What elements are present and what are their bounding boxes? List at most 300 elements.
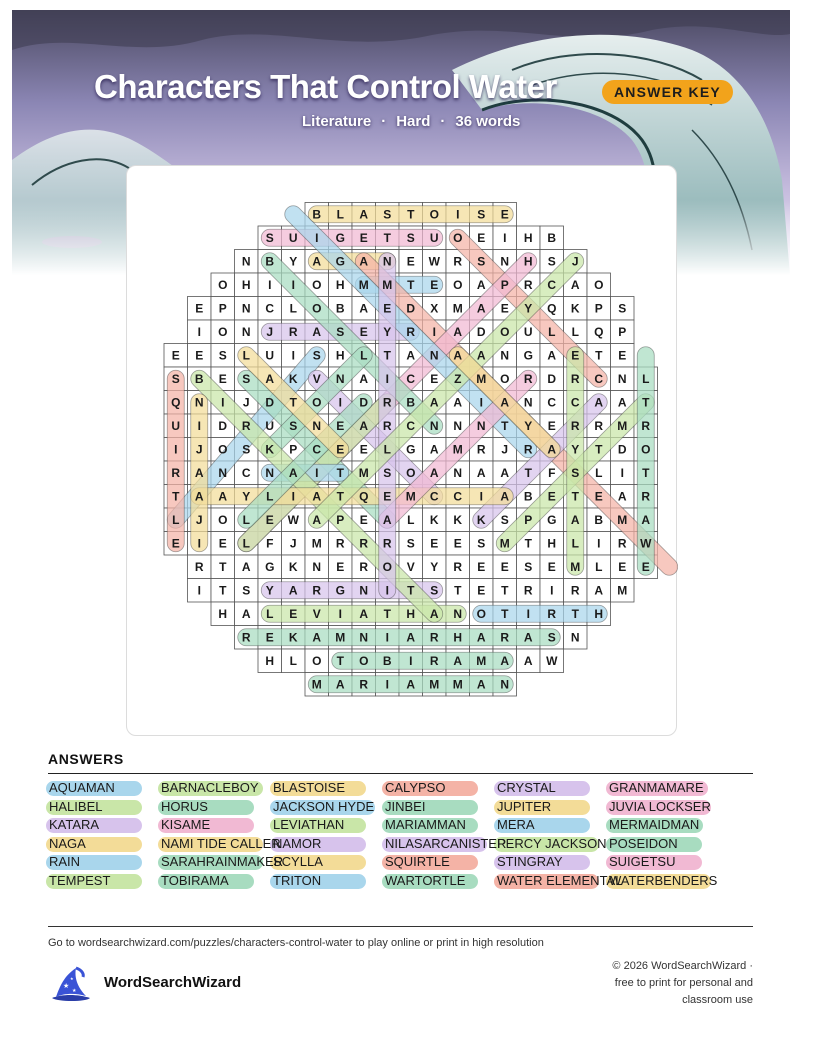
grid-letter: L [242, 536, 250, 551]
grid-letter: T [407, 277, 415, 292]
grid-letter: G [335, 583, 345, 598]
answer-label: KISAME [161, 817, 211, 832]
grid-letter: O [312, 277, 322, 292]
grid-letter: W [546, 653, 558, 668]
answer-label: GRANMAMARE [609, 780, 704, 795]
grid-letter: C [265, 301, 275, 316]
answer-word [272, 836, 321, 852]
grid-letter: C [453, 489, 463, 504]
category-label: Literature [302, 113, 372, 130]
answer-word [160, 817, 210, 833]
grid-letter: J [195, 442, 203, 457]
grid-letter: E [641, 559, 650, 574]
grid-letter: B [194, 371, 204, 386]
answer-word [272, 799, 374, 815]
grid-letter: A [429, 465, 439, 480]
grid-letter: O [641, 442, 651, 457]
grid-letter: M [617, 512, 628, 527]
grid-letter: I [197, 536, 201, 551]
grid-letter: Y [383, 324, 392, 339]
grid-letter: T [383, 348, 391, 363]
answer-label: MERMAIDMAN [609, 817, 700, 832]
grid-letter: H [523, 254, 533, 269]
answer-label: TOBIRAMA [161, 872, 229, 888]
grid-letter: I [197, 583, 201, 598]
grid-letter: N [194, 395, 204, 410]
grid-letter: N [218, 465, 228, 480]
grid-letter: U [171, 418, 181, 433]
grid-letter: V [312, 371, 321, 386]
grid-letter: R [523, 371, 533, 386]
grid-letter: S [618, 301, 627, 316]
grid-letter: N [500, 348, 510, 363]
grid-letter: A [312, 254, 322, 269]
grid-letter: A [429, 442, 439, 457]
grid-letter: Y [242, 489, 251, 504]
grid-letter: M [617, 583, 628, 598]
grid-letter: M [499, 536, 510, 551]
grid-letter: U [288, 230, 298, 245]
answer-word [48, 873, 110, 889]
grid-letter: N [241, 324, 251, 339]
word-highlight [238, 629, 561, 646]
answer-label: CRYSTAL [497, 780, 556, 795]
grid-letter: A [523, 630, 533, 645]
grid-letter: A [500, 653, 510, 668]
copyright-line: © 2026 WordSearchWizard · [612, 960, 753, 972]
grid-letter: R [335, 536, 345, 551]
footer-url-text: Go to wordsearchwizard.com/puzzles/characters-control-water to play online or print in high resolution [48, 937, 544, 949]
grid-letter: O [218, 277, 228, 292]
answer-word [160, 836, 281, 852]
answer-label: HORUS [161, 798, 208, 814]
grid-letter: I [174, 442, 178, 457]
grid-letter: R [406, 324, 416, 339]
grid-letter: I [338, 395, 342, 410]
grid-letter: N [429, 418, 439, 433]
answer-label: MERA [497, 817, 535, 832]
grid-letter: S [242, 371, 251, 386]
grid-letter: E [171, 536, 180, 551]
grid-letter: A [359, 606, 369, 621]
grid-letter: R [453, 559, 463, 574]
grid-letter: S [336, 324, 345, 339]
grid-letter: O [312, 395, 322, 410]
grid-letter: U [429, 230, 439, 245]
grid-letter: B [406, 395, 416, 410]
grid-letter: A [594, 395, 604, 410]
grid-letter: F [548, 465, 556, 480]
grid-letter: E [383, 301, 392, 316]
grid-letter: E [547, 489, 556, 504]
grid-letter: N [476, 418, 486, 433]
grid-letter: B [312, 207, 322, 222]
grid-letter: R [570, 371, 580, 386]
grid-letter: H [406, 606, 416, 621]
grid-letter: S [524, 559, 533, 574]
answer-label: NAMOR [273, 835, 322, 851]
grid-letter: E [195, 348, 204, 363]
grid-letter: R [429, 630, 439, 645]
grid-letter: A [265, 371, 275, 386]
grid-letter: S [500, 512, 509, 527]
grid-letter: I [479, 395, 483, 410]
answer-label: SUIGETSU [609, 854, 676, 869]
answer-label: WATERBENDERS [609, 872, 718, 888]
answer-label: NAGA [49, 835, 86, 851]
grid-letter: N [359, 583, 369, 598]
grid-letter: N [312, 559, 322, 574]
grid-letter: L [595, 559, 603, 574]
answer-label: BLASTOISE [273, 780, 346, 795]
grid-letter: B [265, 254, 275, 269]
grid-letter: L [571, 536, 579, 551]
grid-letter: E [359, 512, 368, 527]
grid-letter: B [523, 489, 533, 504]
answer-word [384, 873, 465, 889]
grid-letter: U [265, 348, 275, 363]
grid-letter: E [500, 559, 509, 574]
grid-letter: R [359, 677, 369, 692]
grid-letter: W [640, 536, 652, 551]
grid-letter: A [476, 301, 486, 316]
grid-letter: I [291, 277, 295, 292]
grid-letter: K [288, 630, 298, 645]
grid-letter: O [312, 301, 322, 316]
answers-heading: ANSWERS [48, 751, 124, 767]
answer-word [272, 873, 321, 889]
grid-letter: I [385, 583, 389, 598]
grid-letter: T [642, 395, 650, 410]
grid-letter: Q [594, 324, 604, 339]
grid-letter: S [383, 207, 392, 222]
answer-word [48, 854, 80, 870]
answer-label: KATARA [49, 817, 100, 832]
grid-letter: E [359, 230, 368, 245]
grid-letter: Y [524, 301, 533, 316]
grid-letter: E [477, 230, 486, 245]
grid-letter: E [383, 489, 392, 504]
grid-letter: T [501, 418, 509, 433]
grid-letter: L [289, 653, 297, 668]
answer-label: BARNACLEBOY [161, 780, 259, 795]
grid-letter: T [289, 395, 297, 410]
grid-letter: M [617, 418, 628, 433]
grid-letter: I [197, 324, 201, 339]
grid-letter: S [406, 536, 415, 551]
answer-label: NAMI TIDE CALLER [161, 835, 281, 851]
grid-letter: N [265, 465, 275, 480]
grid-letter: R [453, 254, 463, 269]
copyright-line: classroom use [682, 994, 753, 1006]
answer-label: RAIN [49, 854, 81, 869]
grid-letter: A [547, 442, 557, 457]
grid-letter: S [430, 583, 439, 598]
grid-letter: E [359, 324, 368, 339]
grid-letter: M [311, 677, 322, 692]
grid-letter: P [500, 277, 509, 292]
grid-letter: I [456, 207, 460, 222]
grid-letter: Q [547, 301, 557, 316]
grid-letter: I [338, 606, 342, 621]
grid-letter: L [266, 606, 274, 621]
grid-letter: M [311, 536, 322, 551]
grid-letter: O [500, 324, 510, 339]
grid-letter: O [218, 442, 228, 457]
grid-letter: X [430, 301, 439, 316]
grid-letter: A [547, 348, 557, 363]
grid-letter: A [241, 559, 251, 574]
answer-word [608, 817, 699, 833]
grid-letter: W [428, 254, 440, 269]
grid-letter: M [452, 677, 463, 692]
grid-letter: A [359, 371, 369, 386]
grid-letter: A [406, 677, 416, 692]
grid-letter: C [570, 395, 580, 410]
grid-letter: M [358, 465, 369, 480]
grid-letter: R [523, 442, 533, 457]
grid-letter: N [335, 371, 345, 386]
grid-letter: D [359, 395, 369, 410]
answer-word [160, 854, 283, 870]
grid-letter: C [429, 489, 439, 504]
svg-text:★: ★ [63, 982, 70, 990]
grid-letter: B [335, 301, 345, 316]
grid-letter: K [570, 301, 580, 316]
grid-letter: L [595, 465, 603, 480]
grid-letter: C [406, 418, 416, 433]
grid-letter: H [265, 653, 275, 668]
grid-letter: A [288, 465, 298, 480]
grid-letter: A [453, 348, 463, 363]
grid-letter: P [218, 301, 227, 316]
grid-letter: A [476, 677, 486, 692]
grid-letter: R [241, 630, 251, 645]
grid-letter: D [617, 442, 627, 457]
grid-letter: D [406, 301, 416, 316]
grid-letter: E [195, 301, 204, 316]
answer-word [608, 854, 675, 870]
grid-letter: I [597, 536, 601, 551]
grid-letter: E [336, 442, 345, 457]
grid-letter: A [476, 630, 486, 645]
answer-label: JUPITER [497, 798, 552, 814]
grid-letter: M [476, 653, 487, 668]
grid-letter: S [547, 630, 556, 645]
grid-letter: T [501, 606, 509, 621]
grid-letter: E [618, 348, 627, 363]
answer-word [608, 799, 711, 815]
grid-letter: A [359, 418, 369, 433]
grid-letter: B [547, 230, 557, 245]
grid-letter: E [359, 442, 368, 457]
grid-letter: T [172, 489, 180, 504]
answer-label: NILASARCANISTER [385, 835, 507, 851]
grid-letter: M [452, 301, 463, 316]
difficulty-label: Hard [396, 113, 431, 130]
grid-letter: R [641, 418, 651, 433]
word-count-label: 36 words [455, 113, 521, 130]
answer-word [272, 854, 323, 870]
grid-letter: R [382, 536, 392, 551]
grid-letter: I [221, 395, 225, 410]
grid-letter: K [265, 442, 275, 457]
copyright-line: free to print for personal and [614, 977, 753, 989]
grid-letter: H [241, 277, 251, 292]
grid-letter: A [218, 489, 228, 504]
brand-name: WordSearchWizard [104, 974, 242, 991]
grid-letter: N [453, 606, 463, 621]
grid-letter: R [570, 583, 580, 598]
grid-letter: R [429, 653, 439, 668]
grid-letter: T [595, 442, 603, 457]
grid-letter: T [336, 465, 344, 480]
grid-letter: H [547, 536, 557, 551]
answer-word [384, 799, 425, 815]
grid-letter: S [477, 254, 486, 269]
answer-label: STINGRAY [497, 854, 563, 869]
grid-letter: E [171, 348, 180, 363]
grid-letter: A [288, 583, 298, 598]
grid-letter: R [312, 583, 322, 598]
grid-letter: P [289, 442, 298, 457]
grid-letter: I [315, 465, 319, 480]
answer-label: CALYPSO [385, 780, 446, 795]
word-search-grid [127, 166, 678, 737]
grid-letter: K [288, 371, 298, 386]
grid-letter: S [406, 230, 415, 245]
answer-label: JACKSON HYDE [273, 798, 375, 814]
grid-letter: A [312, 489, 322, 504]
grid-letter: E [430, 536, 439, 551]
grid-letter: A [359, 301, 369, 316]
grid-letter: S [265, 230, 274, 245]
grid-letter: M [405, 489, 416, 504]
grid-letter: R [523, 277, 533, 292]
grid-letter: V [406, 559, 415, 574]
answer-word [384, 780, 445, 796]
grid-letter: S [242, 442, 251, 457]
copyright-text [560, 958, 753, 1009]
grid-letter: M [382, 277, 393, 292]
grid-letter: I [268, 277, 272, 292]
answer-word [48, 780, 115, 796]
grid-letter: J [289, 536, 297, 551]
grid-letter: U [523, 324, 533, 339]
grid-letter: N [382, 254, 392, 269]
grid-letter: I [479, 489, 483, 504]
answer-word [496, 836, 607, 852]
grid-letter: O [429, 207, 439, 222]
grid-letter: N [500, 677, 510, 692]
grid-letter: E [430, 277, 439, 292]
grid-letter: M [452, 442, 463, 457]
grid-letter: E [336, 559, 345, 574]
grid-letter: H [218, 606, 228, 621]
grid-letter: I [385, 371, 389, 386]
grid-letter: E [500, 301, 509, 316]
grid-letter: R [359, 536, 369, 551]
grid-letter: P [336, 512, 345, 527]
answer-word [384, 854, 450, 870]
answers-divider [48, 773, 753, 774]
answer-label: PERCY JACKSON [497, 835, 607, 851]
answer-word [272, 817, 344, 833]
answer-label: TEMPEST [49, 872, 111, 888]
grid-letter: L [360, 348, 368, 363]
svg-text:★: ★ [72, 988, 77, 994]
grid-letter: S [547, 254, 556, 269]
grid-letter: R [594, 418, 604, 433]
grid-letter: I [432, 324, 436, 339]
grid-letter: R [382, 395, 392, 410]
grid-letter: N [523, 395, 533, 410]
grid-letter: E [265, 512, 274, 527]
grid-letter: S [571, 465, 580, 480]
grid-letter: E [289, 606, 298, 621]
grid-letter: E [477, 559, 486, 574]
grid-letter: K [429, 512, 439, 527]
grid-letter: D [547, 371, 557, 386]
grid-letter: A [359, 254, 369, 269]
answer-label: WATER ELEMENTAL [497, 872, 623, 888]
grid-letter: A [453, 653, 463, 668]
grid-letter: L [172, 512, 180, 527]
grid-letter: A [312, 324, 322, 339]
grid-letter: T [407, 207, 415, 222]
answer-word [496, 817, 535, 833]
grid-letter: C [241, 465, 251, 480]
grid-letter: H [335, 277, 345, 292]
grid-letter: M [570, 559, 581, 574]
grid-letter: C [312, 442, 322, 457]
grid-letter: G [547, 512, 557, 527]
grid-letter: L [242, 348, 250, 363]
wizard-hat-icon [48, 964, 94, 1004]
answer-word [384, 817, 466, 833]
grid-letter: L [548, 324, 556, 339]
grid-letter: G [265, 559, 275, 574]
grid-letter: E [430, 371, 439, 386]
grid-letter: A [617, 489, 627, 504]
grid-letter: Y [289, 254, 298, 269]
grid-letter: W [287, 512, 299, 527]
grid-letter: R [288, 324, 298, 339]
grid-letter: I [385, 630, 389, 645]
grid-letter: S [242, 583, 251, 598]
grid-letter: E [406, 254, 415, 269]
grid-letter: A [382, 512, 392, 527]
grid-letter: E [336, 418, 345, 433]
grid-letter: Q [359, 489, 369, 504]
grid-letter: G [335, 254, 345, 269]
answer-label: JUVIA LOCKSER [609, 798, 711, 814]
answer-label: JINBEI [385, 798, 426, 814]
grid-letter: O [382, 559, 392, 574]
grid-letter: L [407, 512, 415, 527]
grid-letter: E [547, 559, 556, 574]
grid-letter: J [571, 254, 579, 269]
grid-letter: P [594, 301, 603, 316]
grid-letter: K [453, 512, 463, 527]
answer-word [48, 799, 102, 815]
grid-letter: E [571, 348, 580, 363]
grid-letter: G [523, 348, 533, 363]
grid-letter: A [500, 489, 510, 504]
grid-letter: S [477, 207, 486, 222]
grid-letter: A [476, 465, 486, 480]
grid-letter: A [194, 489, 204, 504]
